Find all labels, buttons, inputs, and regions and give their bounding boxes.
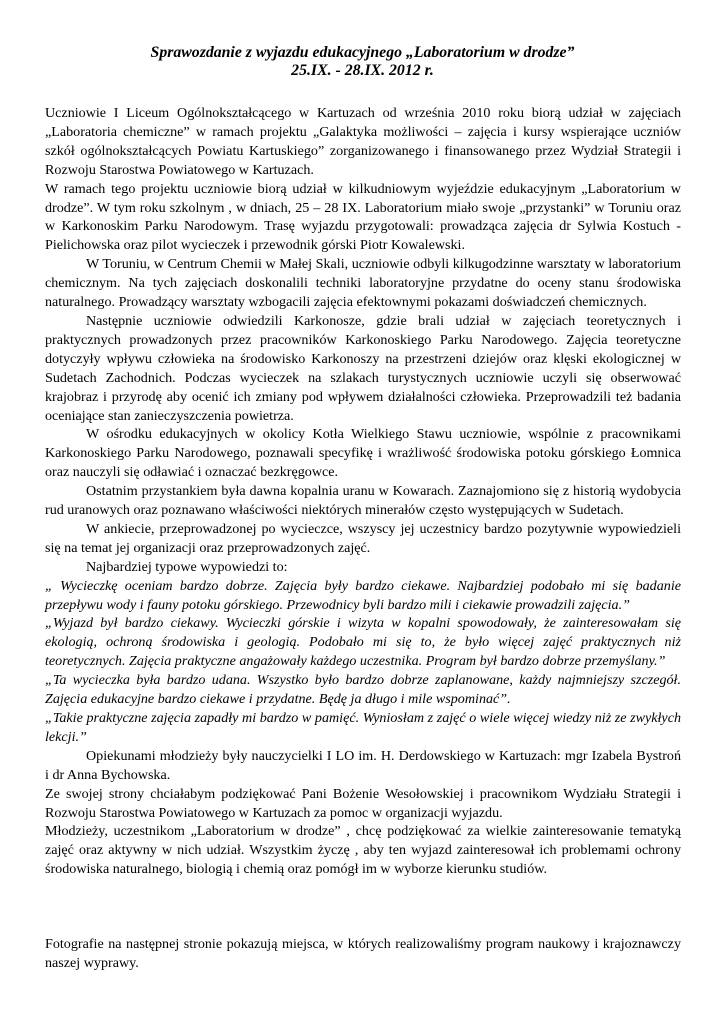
footer-note: Fotografie na następnej stronie pokazują miejsca, w których realizowaliśmy program naukowy i krajoznawczy naszej wyprawy. <box>45 936 681 971</box>
quote-2: „Wyjazd był bardzo ciekawy. Wycieczki górskie i wizyta w kopalni spowodowały, że zainteresowałam się ekologią, ochroną środowiska i geologią. Podobało mi się to, że było więcej zajęć praktycznych niż teoretycznych. Zajęcia praktyczne angażowały każdego uczestnika. Program był bardzo dobrze przemyślany.” <box>45 615 681 670</box>
paragraph-survey: W ankiecie, przeprowadzonej po wycieczce, wszyscy jej uczestnicy bardzo pozytywnie wypowiedzieli się na temat jej organizacji oraz przeprowadzonych zajęć. <box>45 520 681 556</box>
paragraph-project: W ramach tego projektu uczniowie biorą udział w kilkudniowym wyjeździe edukacyjnym „Laboratorium w drodze”. W tym roku szkolnym , w dniach, 25 – 28 IX. Laboratorium miało swoje „przystanki” w Toruniu oraz w Karkonoskim Parku Narodowym. Trasę wyjazdu przygotowali: prowadząca zajęcia dr Sylwia Kostuch - Pielichowska oraz pilot wycieczek i przewodnik górski Piotr Kowalewski. <box>45 180 681 254</box>
quote-1: „ Wycieczkę oceniam bardzo dobrze. Zajęcia były bardzo ciekawe. Najbardziej podobało mi się badanie przepływu wody i fauny potoku górskiego. Przewodnicy byli bardzo mili i ciekawie prowadzili zajęcia.” <box>45 577 681 613</box>
document-title: Sprawozdanie z wyjazdu edukacyjnego „Laboratorium w drodze” <box>150 44 575 61</box>
quote-4: „Takie praktyczne zajęcia zapadły mi bardzo w pamięć. Wyniosłam z zajęć o wiele więcej wiedzy niż ze zwykłych lekcji.” <box>45 710 681 745</box>
document-body <box>45 104 681 879</box>
paragraph-karkonosze: Następnie uczniowie odwiedzili Karkonosze, gdzie brali udział w zajęciach teoretycznych i praktycznych prowadzonych przez pracowników Karkonoskiego Parku Narodowego. Zajęcia teoretyczne dotyczyły wpływu człowieka na środowisko Karkonoszy na przestrzeni dziejów oraz klęski ekologicznej w Sudetach Zachodnich. Podczas wycieczek na szlakach turystycznych uczniowie uczyli się obserwować krajobraz i przyrodę aby ocenić ich zmiany pod wpływem działalności człowieka. Przeprowadzili też badania oceniające stan zanieczyszczenia powietrza. <box>45 312 681 424</box>
quote-3: „Ta wycieczka była bardzo udana. Wszystko było bardzo dobrze zaplanowane, każdy najmniejszy szczegół. Zajęcia edukacyjne bardzo ciekawe i przydatne. Będę ja długo i mile wspominać”. <box>45 672 681 708</box>
paragraph-caretakers: Opiekunami młodzieży były nauczycielki I LO im. H. Derdowskiego w Kartuzach: mgr Izabela Bystroń i dr Anna Bychowska. <box>45 747 681 783</box>
document-subtitle: 25.IX. - 28.IX. 2012 r. <box>291 62 434 79</box>
paragraph-quotes-intro: Najbardziej typowe wypowiedzi to: <box>86 558 288 575</box>
paragraph-kowary: Ostatnim przystankiem była dawna kopalnia uranu w Kowarach. Zaznajomiono się z historią wydobycia rud uranowych oraz poznawano właściwości niektórych minerałów często występujących w Sudetach. <box>45 483 681 519</box>
paragraph-thanks-youth: Młodzieży, uczestnikom „Laboratorium w drodze” , chcę podziękować za wielkie zainteresowanie tematyką zajęć oraz aktywny w nich udział. Wszystkim życzę , aby ten wyjazd zainteresował ich problemami ochrony środowiska naturalnego, biologią i chemią oraz pomógł im w wyborze kierunku studiów. <box>45 823 681 878</box>
document-title-block <box>0 44 725 80</box>
paragraph-torun: W Toruniu, w Centrum Chemii w Małej Skali, uczniowie odbyli kilkugodzinne warsztaty w laboratorium chemicznym. Na tych zajęciach doskonalili techniki laboratoryjne przydatne do oceny stanu środowiska naturalnego. Prowadzący warsztaty wzbogacili zajęcia efektownymi pokazami doświadczeń chemicznych. <box>45 256 681 311</box>
paragraph-lomnica: W ośrodku edukacyjnych w okolicy Kotła Wielkiego Stawu uczniowie, wspólnie z pracownikami Karkonoskiego Parku Narodowego, poznawali specyfikę i wrażliwość środowiska potoku górskiego Łomnica oraz nauczyli się odławiać i oznaczać bezkręgowce. <box>45 426 681 481</box>
paragraph-intro: Uczniowie I Liceum Ogólnokształcącego w Kartuzach od września 2010 roku biorą udział w zajęciach „Laboratoria chemiczne” w ramach projektu „Galaktyka możliwości – zajęcia i kursy wspierające uczniów szkół ogólnokształcących Powiatu Kartuskiego” zorganizowanego i finansowanego przez Wydział Strategii i Rozwoju Starostwa Powiatowego w Kartuzach. <box>45 105 681 178</box>
paragraph-thanks-staff: Ze swojej strony chciałabym podziękować Pani Bożenie Wesołowskiej i pracownikom Wydziału Strategii i Rozwoju Starostwa Powiatowego w Kartuzach za pomoc w organizacji wyjazdu. <box>45 785 681 821</box>
